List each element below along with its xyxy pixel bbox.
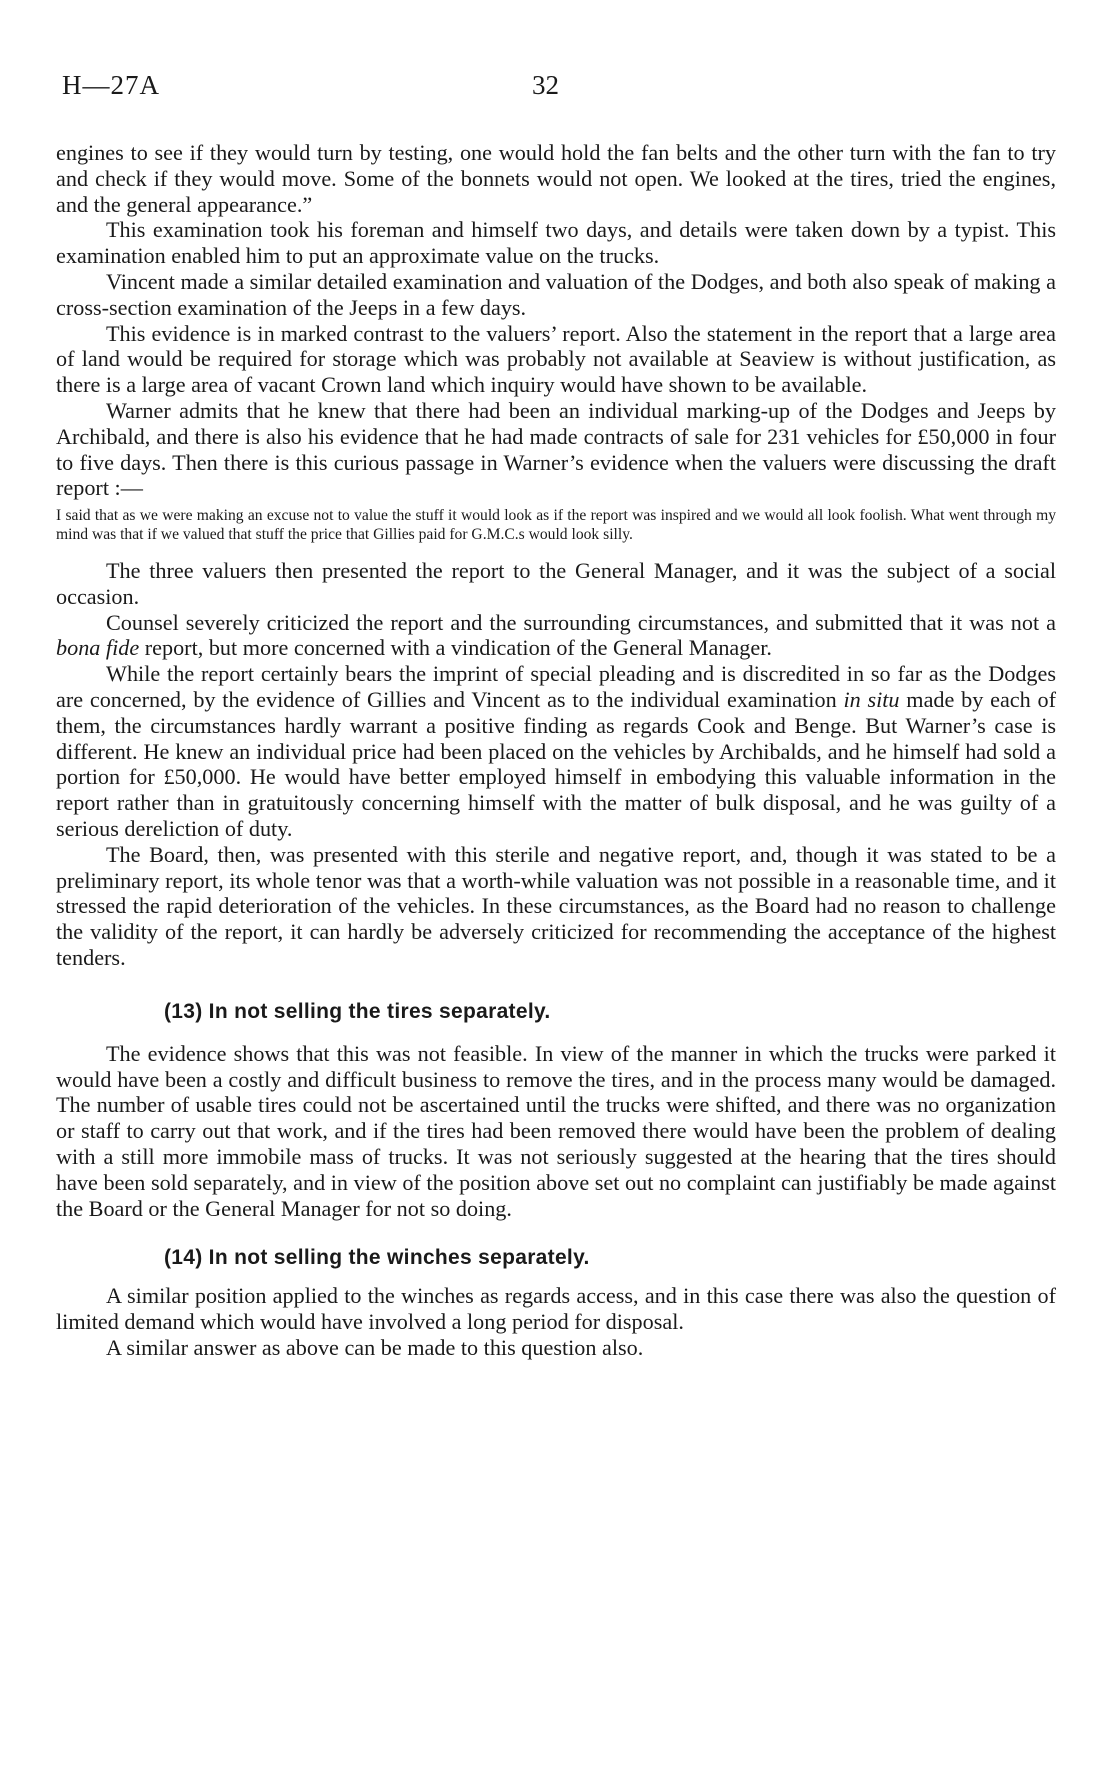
text-run: made by each of them, the circumstances hardly warrant a positive finding as regards Cook and Benge. But Warner’s case is different. He knew an individual price had been placed on the vehicles by Archibalds, and he himself had sold a portion for £50,000. He would have better employed himself in embodying this valuable information in the report rather than in gratuitously concerning himself with the matter of bulk disposal, and he was guilty of a serious dereliction of duty. (56, 686, 1056, 841)
text-run: Counsel severely criticized the report and the surrounding circumstances, and submitted that it was not a (106, 609, 1056, 635)
paragraph: Vincent made a similar detailed examination and valuation of the Dodges, and both also speak of making a cross-section examination of the Jeeps in a few days. (56, 268, 1056, 320)
paragraph: Warner admits that he knew that there had been an individual marking-up of the Dodges and Jeeps by Archibald, and there is also his evidence that he had made contracts of sale for 231 vehicles for £50,000 in four to five days. Then there is this curious passage in Warner’s evidence when the valuers were discussing the draft report :— (56, 397, 1056, 501)
paragraph (56, 661, 1056, 842)
paragraph: The Board, then, was presented with this sterile and negative report, and, though it was stated to be a preliminary report, its whole tenor was that a worth-while valuation was not possible in a reasonable time, and it stressed the rapid deterioration of the vehicles. In these circumstances, as the Board had no reason to challenge the validity of the report, it can hardly be adversely criticized for recommending the acceptance of the highest tenders. (56, 841, 1056, 970)
paragraph: The three valuers then presented the report to the General Manager, and it was the subject of a social occasion. (56, 557, 1056, 609)
page-header (62, 70, 1052, 110)
text-run: report, but more concerned with a vindication of the General Manager. (139, 635, 772, 661)
block-quote: I said that as we were making an excuse not to value the stuff it would look as if the report was inspired and we would all look foolish. What went through my mind was that if we valued that stuff the price that Gillies paid for G.M.C.s would look silly. (56, 507, 1056, 543)
section-heading-13: (13) In not selling the tires separately. (164, 999, 551, 1023)
paragraph: This evidence is in marked contrast to the valuers’ report. Also the statement in the report that a large area of land would be required for storage which was probably not available at Seaview is without justification, as there is a large area of vacant Crown land which inquiry would have shown to be available. (56, 320, 1056, 398)
paragraph: A similar position applied to the winches as regards access, and in this case there was also the question of limited demand which would have involved a long period for disposal. (56, 1283, 1056, 1335)
page-number: 32 (532, 70, 559, 100)
italic-phrase: bona fide (56, 635, 140, 661)
paragraph: This examination took his foreman and himself two days, and details were taken down by a typist. This examination enabled him to put an approximate value on the trucks. (56, 217, 1056, 269)
document-reference: H—27A (62, 70, 160, 100)
paragraph (56, 610, 1056, 662)
section-heading-14: (14) In not selling the winches separately. (164, 1246, 590, 1270)
body-text (56, 140, 1056, 1361)
paragraph-continued: engines to see if they would turn by testing, one would hold the fan belts and the other turn with the fan to try and check if they would move. Some of the bonnets would not open. We looked at the tires, tried the engines, and the general appearance.” (56, 140, 1056, 217)
text-run: While the report certainly bears the imprint of special pleading and is discredited in so far as the Dodges are concerned, by the evidence of Gillies and Vincent as to the individual examination (56, 661, 1056, 712)
italic-phrase: in situ (843, 686, 900, 712)
paragraph: A similar answer as above can be made to this question also. (106, 1334, 644, 1360)
paragraph: The evidence shows that this was not feasible. In view of the manner in which the trucks were parked it would have been a costly and difficult business to remove the tires, and in the process many would be damaged. The number of usable tires could not be ascertained until the trucks were shifted, and there was no organization or staff to carry out that work, and if the tires had been removed there would have been the problem of dealing with a still more immobile mass of trucks. It was not seriously suggested at the hearing that the tires should have been sold separately, and in view of the position above set out no complaint can justifiably be made against the Board or the General Manager for not so doing. (56, 1040, 1056, 1221)
